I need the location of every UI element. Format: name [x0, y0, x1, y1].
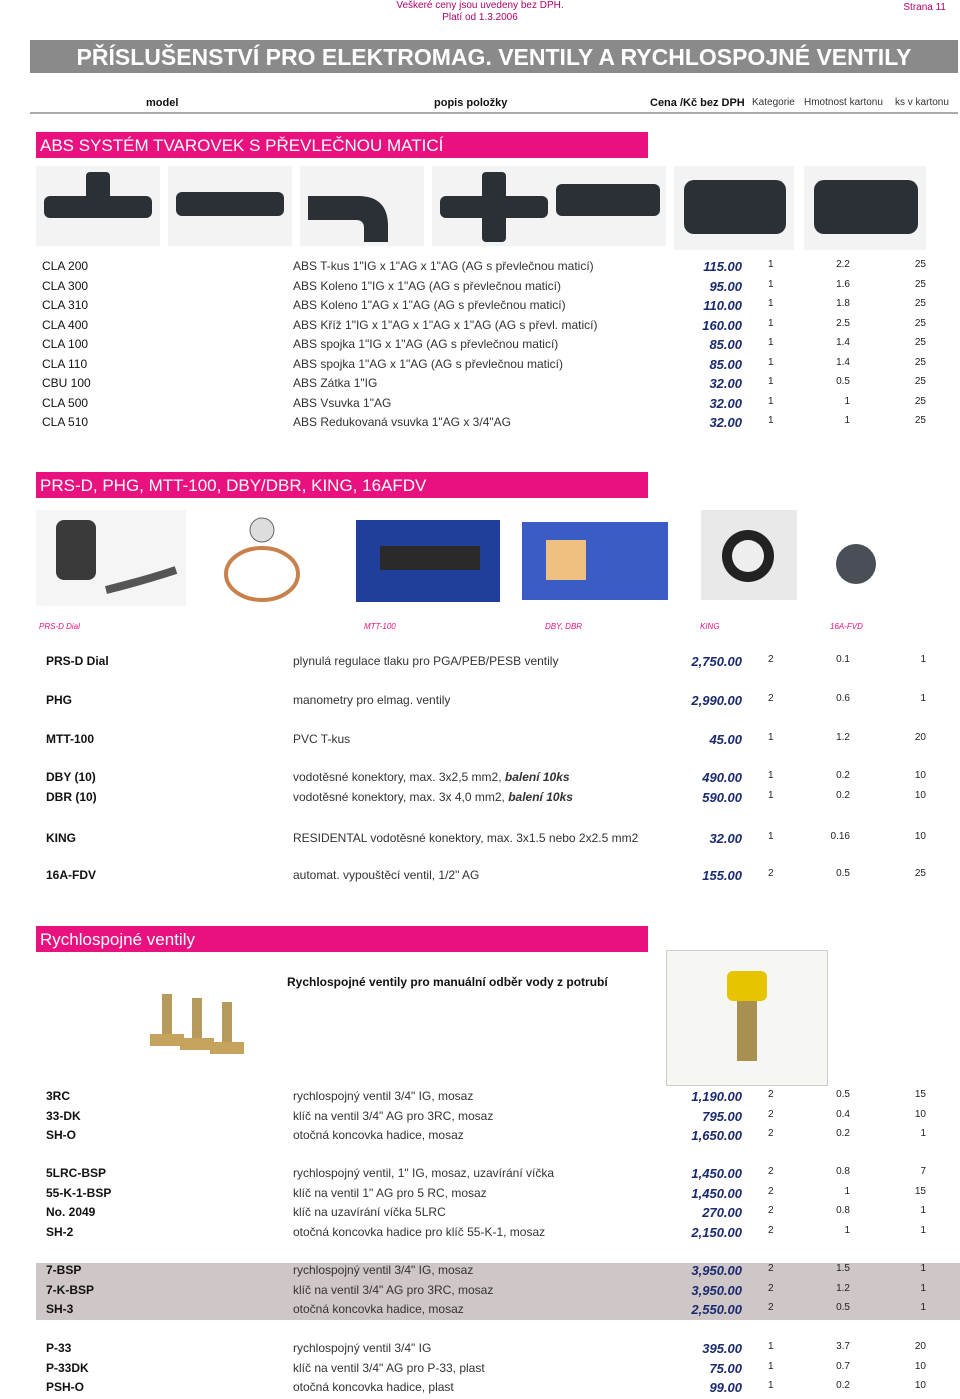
- model-cell: PHG: [46, 693, 73, 707]
- qty-cell: 25: [914, 868, 926, 879]
- section-prs-title: PRS-D, PHG, MTT-100, DBY/DBR, KING, 16AFDV: [40, 476, 427, 495]
- model-cell: 16A-FDV: [46, 868, 97, 882]
- table-row: [0, 376, 960, 395]
- price-cell: 395.00: [702, 1341, 742, 1356]
- category-cell: 1: [768, 298, 774, 309]
- qty-cell: 1: [920, 654, 926, 665]
- abs-fittings-image: [36, 166, 936, 250]
- qty-cell: 7: [920, 1166, 926, 1177]
- description-cell: ABS spojka 1"AG x 1"AG (AG s převlečnou maticí): [293, 356, 563, 371]
- table-row: [0, 1089, 960, 1108]
- price-cell: 99.00: [709, 1380, 742, 1395]
- qty-cell: 25: [914, 317, 926, 329]
- qty-cell: 10: [914, 770, 926, 781]
- qty-cell: 1: [920, 1263, 926, 1274]
- price-cell: 110.00: [703, 298, 742, 313]
- model-cell: PRS-D Dial: [46, 654, 109, 668]
- model-cell: CBU 100: [42, 376, 91, 390]
- model-cell: CLA 310: [42, 298, 89, 312]
- price-cell: 795.00: [702, 1108, 742, 1124]
- weight-cell: 0.6: [836, 693, 850, 704]
- weight-cell: 0.5: [836, 1089, 850, 1100]
- price-cell: 2,990.00: [691, 693, 742, 708]
- caption-king: KING: [700, 622, 720, 631]
- table-row: [0, 1302, 960, 1321]
- price-cell: 2,750.00: [691, 654, 742, 669]
- table-row: [0, 1380, 960, 1399]
- weight-cell: 1.4: [836, 356, 850, 368]
- weight-cell: 2.2: [836, 259, 850, 270]
- description-cell: klíč na ventil 3/4" AG pro 3RC, mosaz: [293, 1282, 494, 1297]
- model-cell: PSH-O: [46, 1380, 85, 1394]
- description-cell: ABS Koleno 1"AG x 1"AG (AG s převlečnou maticí): [293, 298, 566, 312]
- qty-cell: 25: [914, 337, 926, 348]
- price-cell: 2,550.00: [691, 1302, 742, 1317]
- table-row: [0, 1166, 960, 1185]
- category-cell: 1: [768, 415, 774, 426]
- description-cell: klíč na ventil 3/4" AG pro 3RC, mosaz: [293, 1108, 494, 1123]
- qty-cell: 10: [914, 790, 926, 801]
- table-row: [0, 1128, 960, 1147]
- section-prs: [36, 472, 648, 498]
- weight-cell: 0.8: [836, 1166, 850, 1177]
- note-line-2: Platí od 1.3.2006: [442, 12, 518, 23]
- description-cell: rychlospojný ventil, 1" IG, mosaz, uzavírání víčka: [293, 1166, 555, 1180]
- table-row: [0, 693, 960, 712]
- description-cell: klíč na ventil 3/4" AG pro P-33, plast: [293, 1360, 485, 1375]
- table-row: [0, 318, 960, 337]
- weight-cell: 1: [844, 415, 850, 426]
- caption-prs: PRS-D Dial: [39, 622, 80, 631]
- category-cell: 1: [768, 1341, 774, 1352]
- prs-image-row: [36, 510, 936, 606]
- col-weight: Hmotnost kartonu: [804, 97, 883, 108]
- model-cell: P-33: [46, 1341, 72, 1355]
- qty-cell: 10: [914, 1360, 926, 1372]
- model-cell: SH-O: [46, 1128, 76, 1142]
- col-model: model: [146, 97, 179, 109]
- description-cell: ABS Zátka 1"IG: [293, 376, 378, 390]
- price-cell: 590.00: [702, 790, 742, 805]
- qty-cell: 20: [914, 1341, 926, 1352]
- category-cell: 1: [768, 395, 774, 407]
- category-cell: 2: [768, 1185, 774, 1197]
- price-cell: 32.00: [709, 831, 742, 846]
- description-cell: otočná koncovka hadice, mosaz: [293, 1128, 464, 1142]
- model-cell: SH-2: [46, 1224, 74, 1239]
- qty-cell: 10: [914, 1108, 926, 1120]
- table-row: [0, 415, 960, 434]
- quick-valves-image: [150, 990, 230, 1064]
- category-cell: 1: [768, 1380, 774, 1391]
- description-text: vodotěsné konektory, max. 3x 4,0 mm2,: [293, 790, 509, 804]
- table-row: [0, 298, 960, 317]
- model-cell: 5LRC-BSP: [46, 1166, 107, 1180]
- price-cell: 32.00: [709, 376, 742, 391]
- title-bar: [30, 40, 958, 73]
- category-cell: 2: [768, 693, 774, 704]
- note-line-1: Veškeré ceny jsou uvedeny bez DPH.: [396, 0, 564, 11]
- category-cell: 1: [768, 278, 774, 290]
- qty-cell: 1: [920, 1282, 926, 1294]
- description-cell: otočná koncovka hadice, mosaz: [293, 1302, 464, 1316]
- section-abs-title: ABS SYSTÉM TVAROVEK S PŘEVLEČNOU MATICÍ: [40, 136, 444, 155]
- qty-cell: 15: [914, 1089, 926, 1100]
- caption-dby: DBY, DBR: [545, 622, 583, 631]
- model-cell: P-33DK: [46, 1360, 89, 1375]
- qty-cell: 25: [914, 376, 926, 387]
- table-row: [0, 279, 960, 298]
- weight-cell: 1: [844, 395, 850, 407]
- category-cell: 1: [768, 831, 774, 842]
- col-qty: ks v kartonu: [895, 97, 949, 108]
- qty-cell: 20: [914, 732, 926, 743]
- table-row: [0, 831, 960, 850]
- weight-cell: 0.2: [836, 790, 850, 801]
- weight-cell: 0.5: [836, 376, 850, 387]
- model-cell: CLA 110: [42, 356, 88, 371]
- weight-cell: 1: [844, 1185, 850, 1197]
- model-cell: SH-3: [46, 1302, 74, 1316]
- description-cell: klíč na uzavírání víčka 5LRC: [293, 1205, 446, 1219]
- section-quick: [36, 926, 648, 952]
- weight-cell: 1.8: [836, 298, 850, 309]
- qty-cell: 25: [914, 415, 926, 426]
- page-title: PŘÍSLUŠENSTVÍ PRO ELEKTROMAG. VENTILY A RYCHLOSPOJNÉ VENTILY: [76, 44, 912, 70]
- col-category: Kategorie: [752, 97, 795, 108]
- model-cell: CLA 100: [42, 337, 89, 351]
- category-cell: 2: [768, 1302, 774, 1313]
- category-cell: 2: [768, 1205, 774, 1216]
- model-cell: 3RC: [46, 1089, 71, 1103]
- weight-cell: 1.6: [836, 278, 850, 290]
- model-cell: DBY (10): [46, 770, 96, 784]
- col-price: Cena /Kč bez DPH: [650, 97, 745, 109]
- weight-cell: 0.16: [830, 831, 850, 842]
- description-cell: ABS Vsuvka 1"AG: [293, 395, 392, 410]
- table-row: [0, 1361, 960, 1380]
- table-row: [0, 732, 960, 751]
- category-cell: 2: [768, 1224, 774, 1236]
- model-cell: 33-DK: [46, 1108, 81, 1123]
- price-cell: 115.00: [703, 259, 742, 274]
- caption-16a: 16A-FVD: [830, 622, 863, 631]
- weight-cell: 1.2: [836, 1282, 850, 1294]
- description-cell: [293, 770, 570, 784]
- table-row: [0, 357, 960, 376]
- description-cell: otočná koncovka hadice pro klíč 55-K-1, mosaz: [293, 1224, 546, 1239]
- package-note: balení 10ks: [504, 770, 570, 784]
- description-cell: otočná koncovka hadice, plast: [293, 1380, 454, 1394]
- weight-cell: 0.5: [836, 868, 850, 879]
- qty-cell: 25: [914, 278, 926, 290]
- section-abs: [36, 132, 648, 158]
- table-row: [0, 790, 960, 809]
- category-cell: 2: [768, 1282, 774, 1294]
- category-cell: 2: [768, 654, 774, 665]
- description-cell: [293, 790, 573, 804]
- table-row: [0, 1186, 960, 1205]
- category-cell: 2: [768, 1089, 774, 1100]
- price-cell: 3,950.00: [691, 1263, 742, 1278]
- model-cell: 55-K-1-BSP: [46, 1185, 112, 1200]
- qty-cell: 1: [920, 1128, 926, 1139]
- qty-cell: 25: [914, 356, 926, 368]
- price-cell: 1,450.00: [691, 1185, 742, 1201]
- model-cell: CLA 200: [42, 259, 89, 273]
- model-cell: No. 2049: [46, 1205, 96, 1219]
- price-cell: 45.00: [709, 732, 742, 747]
- model-cell: 7-K-BSP: [46, 1282, 95, 1297]
- price-cell: 3,950.00: [691, 1282, 742, 1298]
- quick-valve-photo: [666, 950, 828, 1086]
- header-note: [0, 0, 960, 24]
- description-cell: rychlospojný ventil 3/4" IG, mosaz: [293, 1263, 474, 1277]
- header-rule: [30, 112, 958, 114]
- category-cell: 2: [768, 1108, 774, 1120]
- caption-mtt: MTT-100: [364, 622, 396, 631]
- qty-cell: 25: [914, 259, 926, 270]
- category-cell: 1: [768, 1360, 774, 1372]
- weight-cell: 3.7: [836, 1341, 850, 1352]
- category-cell: 2: [768, 1128, 774, 1139]
- price-cell: 490.00: [702, 770, 742, 785]
- qty-cell: 10: [914, 1380, 926, 1391]
- qty-cell: 25: [914, 298, 926, 309]
- category-cell: 1: [768, 337, 774, 348]
- price-cell: 270.00: [702, 1205, 742, 1220]
- model-cell: MTT-100: [46, 732, 95, 746]
- weight-cell: 1.2: [836, 732, 850, 743]
- qty-cell: 25: [914, 395, 926, 407]
- weight-cell: 0.8: [836, 1205, 850, 1216]
- weight-cell: 1.4: [836, 337, 850, 348]
- price-cell: 85.00: [709, 356, 742, 372]
- qty-cell: 1: [920, 1224, 926, 1236]
- description-text: vodotěsné konektory, max. 3x2,5 mm2,: [293, 770, 505, 784]
- table-row: [0, 337, 960, 356]
- weight-cell: 1: [844, 1224, 850, 1236]
- price-cell: 1,650.00: [691, 1128, 742, 1143]
- model-cell: CLA 400: [42, 317, 89, 332]
- table-row: [0, 654, 960, 673]
- model-cell: KING: [46, 831, 76, 845]
- quick-subtitle: Rychlospojné ventily pro manuální odběr vody z potrubí: [287, 975, 608, 989]
- section-quick-title: Rychlospojné ventily: [40, 930, 195, 949]
- price-cell: 32.00: [709, 395, 742, 411]
- table-row: [0, 1263, 960, 1282]
- abs-image-row: [36, 166, 936, 250]
- model-cell: 7-BSP: [46, 1263, 82, 1277]
- category-cell: 1: [768, 732, 774, 743]
- price-cell: 85.00: [709, 337, 742, 352]
- category-cell: 1: [768, 376, 774, 387]
- weight-cell: 0.4: [836, 1108, 850, 1120]
- category-cell: 1: [768, 770, 774, 781]
- weight-cell: 0.7: [836, 1360, 850, 1372]
- weight-cell: 2.5: [836, 317, 850, 329]
- table-row: [0, 1341, 960, 1360]
- price-cell: 2,150.00: [691, 1224, 742, 1240]
- col-desc: popis položky: [434, 97, 508, 109]
- qty-cell: 1: [920, 693, 926, 704]
- description-cell: manometry pro elmag. ventily: [293, 693, 451, 707]
- category-cell: 1: [768, 790, 774, 801]
- qty-cell: 10: [914, 831, 926, 842]
- category-cell: 2: [768, 1166, 774, 1177]
- category-cell: 2: [768, 868, 774, 879]
- table-row: [0, 396, 960, 415]
- description-cell: rychlospojný ventil 3/4" IG, mosaz: [293, 1089, 474, 1103]
- table-row: [0, 1109, 960, 1128]
- price-cell: 1,190.00: [691, 1089, 742, 1104]
- description-cell: ABS T-kus 1"IG x 1"AG x 1"AG (AG s převlečnou maticí): [293, 259, 594, 273]
- table-row: [0, 1283, 960, 1302]
- price-cell: 75.00: [709, 1360, 742, 1376]
- model-cell: DBR (10): [46, 790, 97, 804]
- description-cell: ABS Redukovaná vsuvka 1"AG x 3/4"AG: [293, 415, 511, 429]
- description-cell: automat. vypouštěcí ventil, 1/2" AG: [293, 868, 480, 882]
- table-row: [0, 868, 960, 887]
- weight-cell: 0.2: [836, 1128, 850, 1139]
- category-cell: 1: [768, 317, 774, 329]
- price-cell: 155.00: [702, 868, 742, 883]
- weight-cell: 1.5: [836, 1263, 850, 1274]
- category-cell: 2: [768, 1263, 774, 1274]
- price-cell: 32.00: [709, 415, 742, 430]
- category-cell: 1: [768, 259, 774, 270]
- package-note: balení 10ks: [508, 790, 573, 804]
- prs-products-image: [36, 510, 936, 606]
- model-cell: CLA 500: [42, 395, 89, 410]
- description-cell: klíč na ventil 1" AG pro 5 RC, mosaz: [293, 1185, 487, 1200]
- qty-cell: 15: [914, 1185, 926, 1197]
- description-cell: PVC T-kus: [293, 732, 351, 746]
- price-cell: 160.00: [702, 317, 742, 333]
- model-cell: CLA 300: [42, 278, 89, 293]
- table-row: [0, 1205, 960, 1224]
- model-cell: CLA 510: [42, 415, 89, 429]
- description-cell: ABS Kříž 1"IG x 1"AG x 1"AG x 1"AG (AG s převl. maticí): [293, 317, 598, 332]
- qty-cell: 1: [920, 1302, 926, 1313]
- price-cell: 1,450.00: [691, 1166, 742, 1181]
- weight-cell: 0.2: [836, 1380, 850, 1391]
- description-cell: plynulá regulace tlaku pro PGA/PEB/PESB ventily: [293, 654, 559, 668]
- description-cell: ABS spojka 1"IG x 1"AG (AG s převlečnou maticí): [293, 337, 559, 351]
- weight-cell: 0.1: [836, 654, 850, 665]
- weight-cell: 0.2: [836, 770, 850, 781]
- table-row: [0, 259, 960, 278]
- price-cell: 95.00: [709, 278, 742, 294]
- page-number: Strana 11: [903, 2, 946, 13]
- description-cell: rychlospojný ventil 3/4" IG: [293, 1341, 432, 1355]
- description-cell: ABS Koleno 1"IG x 1"AG (AG s převlečnou maticí): [293, 278, 561, 293]
- table-row: [0, 770, 960, 789]
- description-cell: RESIDENTAL vodotěsné konektory, max. 3x1.5 nebo 2x2.5 mm2: [293, 831, 639, 845]
- table-row: [0, 1225, 960, 1244]
- qty-cell: 1: [920, 1205, 926, 1216]
- weight-cell: 0.5: [836, 1302, 850, 1313]
- category-cell: 1: [768, 356, 774, 368]
